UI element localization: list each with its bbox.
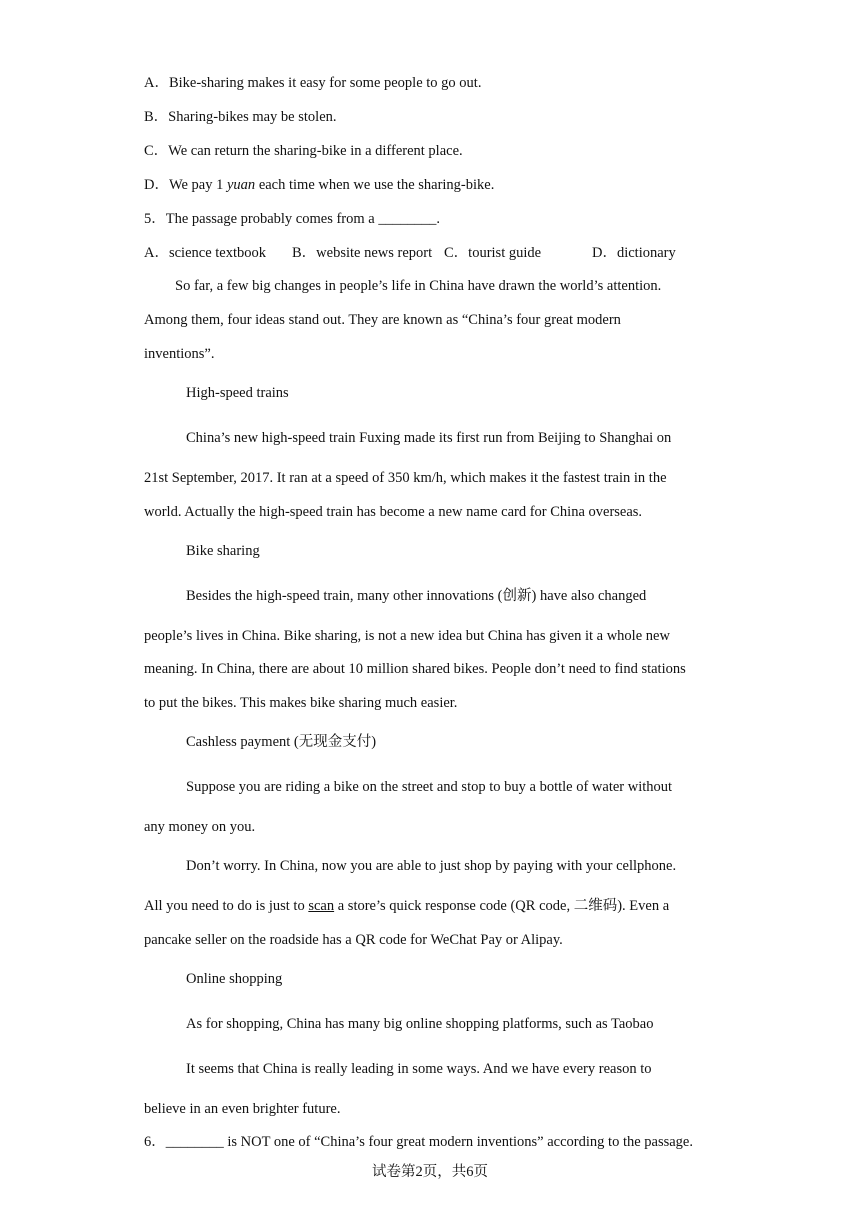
passage-intro-1: So far, a few big changes in people’s life in China have drawn the world’s attention.: [175, 278, 662, 294]
paragraph-4-line-2-pre: All you need to do is just to: [144, 898, 309, 914]
option-4a: A．Bike-sharing makes it easy for some people to go out.: [144, 75, 482, 91]
paragraph-1-line-3: world. Actually the high-speed train has become a new name card for China overseas.: [144, 504, 643, 520]
paragraph-5-line-1: As for shopping, China has many big online shopping platforms, such as Taobao: [186, 1016, 654, 1032]
option-4d-pre: D．We pay 1: [144, 177, 227, 193]
paragraph-2-line-1: Besides the high-speed train, many other innovations (创新) have also changed: [186, 588, 647, 604]
question-6-stem: 6．________ is NOT one of “China’s four great modern inventions” according to the passage.: [144, 1134, 693, 1150]
option-4b: B．Sharing-bikes may be stolen.: [144, 109, 337, 125]
paragraph-4-line-1: Don’t worry. In China, now you are able to just shop by paying with your cellphone.: [186, 858, 677, 874]
paragraph-2-line-2: people’s lives in China. Bike sharing, is not a new idea but China has given it a whole new: [144, 628, 670, 644]
page-footer: 试卷第2页，共6页: [372, 1164, 488, 1180]
option-4d-post: each time when we use the sharing-bike.: [255, 177, 495, 193]
paragraph-4-line-2-post: a store’s quick response code (QR code, 二维码). Even a: [334, 898, 670, 914]
option-4d: [144, 176, 494, 194]
paragraph-3-line-1: Suppose you are riding a bike on the street and stop to buy a bottle of water without: [186, 779, 673, 795]
option-4c: C．We can return the sharing-bike in a different place.: [144, 143, 463, 159]
paragraph-1-line-1: China’s new high-speed train Fuxing made its first run from Beijing to Shanghai on: [186, 430, 672, 446]
option-5b: B．website news report: [292, 245, 433, 261]
underlined-word-scan: scan: [308, 898, 335, 914]
paragraph-4-line-2: [144, 897, 669, 915]
heading-high-speed-trains: High-speed trains: [186, 385, 289, 401]
option-5c: C．tourist guide: [444, 245, 542, 261]
passage-intro-3: inventions”.: [144, 346, 215, 362]
heading-cashless-payment: Cashless payment (无现金支付): [186, 734, 377, 750]
paragraph-6-line-1: It seems that China is really leading in some ways. And we have every reason to: [186, 1061, 652, 1077]
paragraph-3-line-2: any money on you.: [144, 819, 256, 835]
paragraph-1-line-2: 21st September, 2017. It ran at a speed of 350 km/h, which makes it the fastest train in the: [144, 470, 667, 486]
paragraph-2-line-4: to put the bikes. This makes bike sharing much easier.: [144, 695, 458, 711]
option-5a: A．science textbook: [144, 245, 267, 261]
paragraph-6-line-2: believe in an even brighter future.: [144, 1101, 341, 1117]
heading-online-shopping: Online shopping: [186, 971, 283, 987]
paragraph-4-line-3: pancake seller on the roadside has a QR code for WeChat Pay or Alipay.: [144, 932, 563, 948]
question-5-stem: 5．The passage probably comes from a ________.: [144, 211, 440, 227]
passage-intro-2: Among them, four ideas stand out. They are known as “China’s four great modern: [144, 312, 621, 328]
option-5d: D．dictionary: [592, 245, 676, 261]
option-4d-yuan: yuan: [227, 177, 256, 193]
paragraph-2-line-3: meaning. In China, there are about 10 million shared bikes. People don’t need to find stations: [144, 661, 686, 677]
heading-bike-sharing: Bike sharing: [186, 543, 260, 559]
